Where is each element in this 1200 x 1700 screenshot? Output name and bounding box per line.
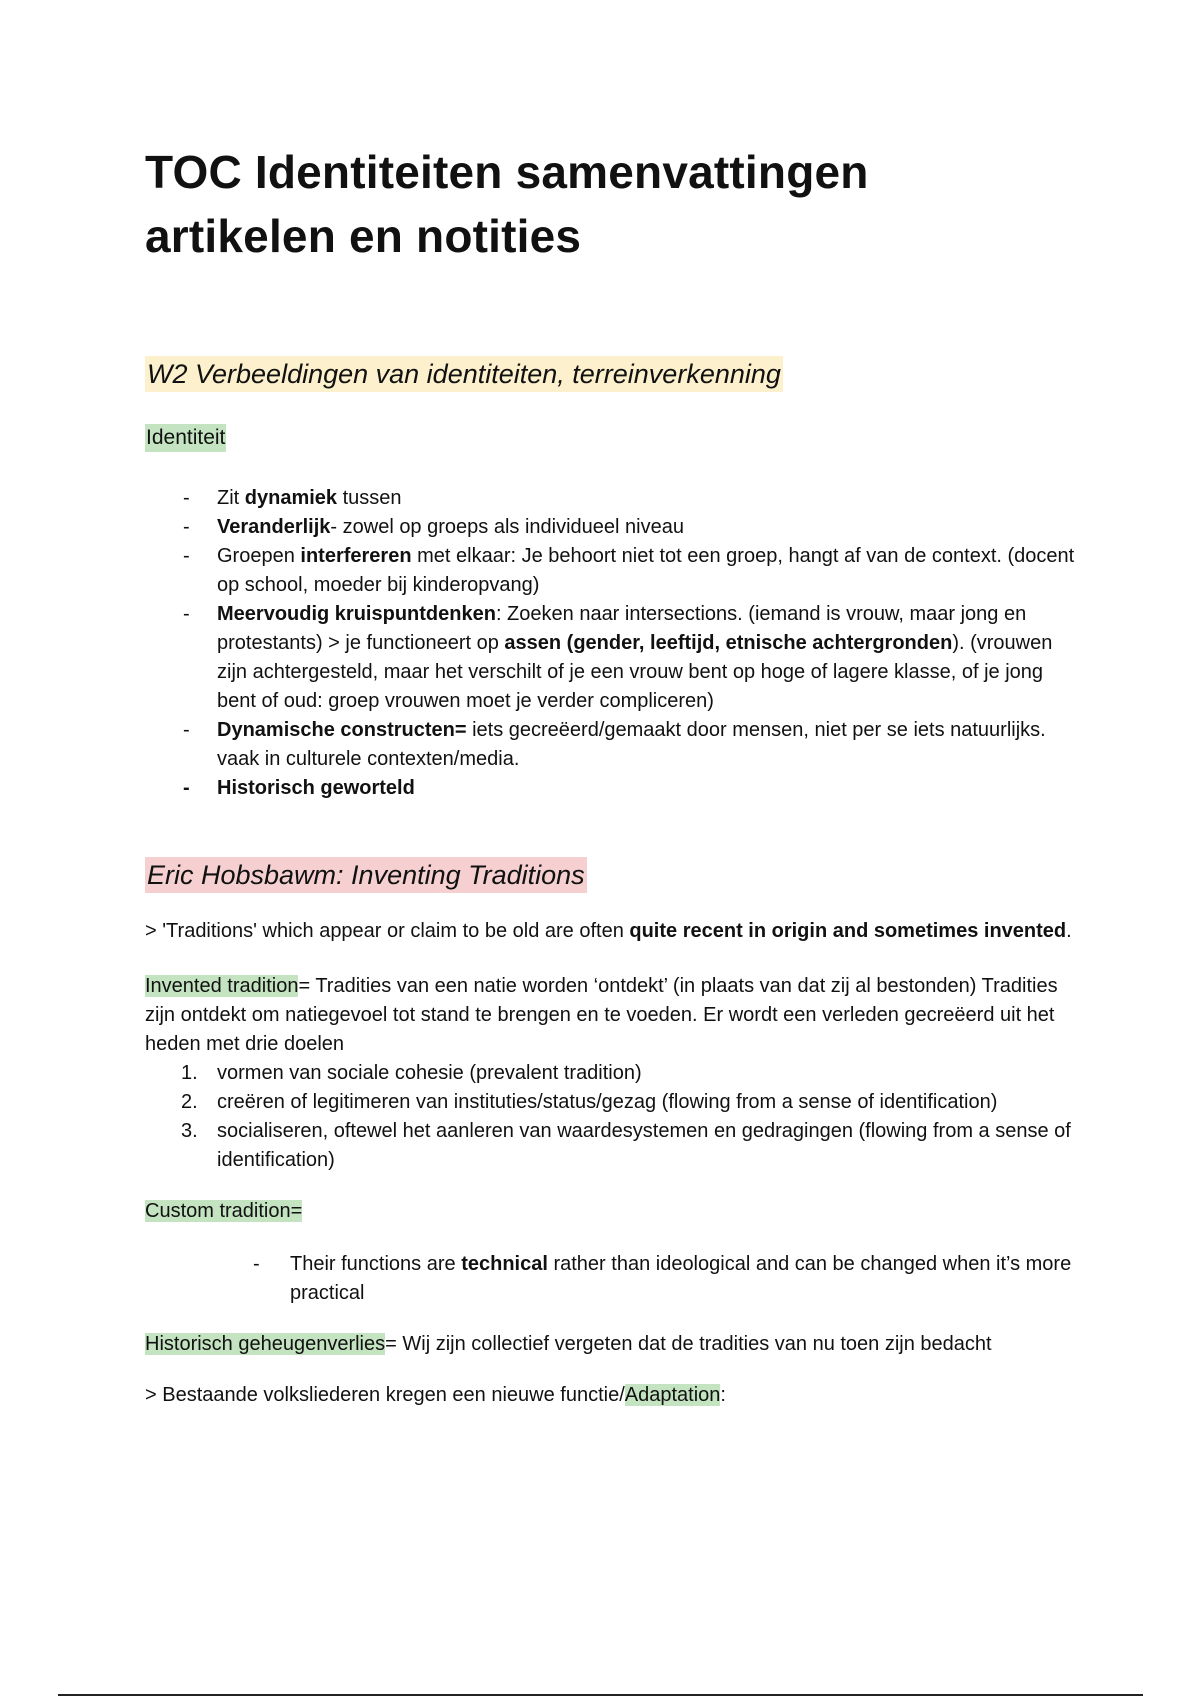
document-page [145,140,1075,1410]
term-adaptation: Adaptation [624,1384,721,1406]
list-item: - Zit dynamiek tussen [145,484,1075,513]
bottom-divider [58,1694,1143,1696]
term-custom-tradition: Custom tradition= [145,1200,303,1222]
list-item: 3. socialiseren, oftewel het aanleren van waardesystemen en gedragingen (flowing from a sense of identification) [181,1120,1071,1171]
invented-tradition-paragraph: Invented tradition= Tradities van een natie worden ‘ontdekt’ (in plaats van dat zij al bestonden) Tradities zijn ontdekt om natiegevoel tot stand te brengen en te voeden. Er wordt een verleden gecreëerd uit het heden met drie doelen [145,975,1058,1055]
term-historisch-geheugenverlies: Historisch geheugenverlies [145,1333,386,1355]
list-item: - Dynamische constructen= iets gecreëerd/gemaakt door mensen, niet per se iets natuurlijks. vaak in culturele contexten/media. [145,716,1075,774]
custom-tradition-list [145,1250,1075,1308]
goals-list [145,1059,1075,1175]
quote-paragraph: > 'Traditions' which appear or claim to be old are often quite recent in origin and sometimes invented. [145,920,1072,942]
list-item: - Veranderlijk- zowel op groeps als individueel niveau [145,513,1075,542]
list-item: 2. creëren of legitimeren van instituties/status/gezag (flowing from a sense of identification) [181,1091,998,1113]
adaptation-paragraph: > Bestaande volksliederen kregen een nieuwe functie/Adaptation: [145,1384,726,1406]
list-item: 1. vormen van sociale cohesie (prevalent tradition) [181,1062,642,1084]
section-heading-hobsbawm: Eric Hobsbawm: Inventing Traditions [145,857,587,893]
list-item: - Their functions are technical rather than ideological and can be changed when it’s more practical [145,1250,1075,1308]
title-block [145,140,965,268]
subheading-identiteit: Identiteit [145,424,226,452]
custom-tradition-paragraph [145,1197,1075,1226]
identity-list [145,484,1075,803]
list-item: - Groepen interfereren met elkaar: Je behoort niet tot een groep, hangt af van de context. (docent op school, moeder bij kinderopvang) [145,542,1075,600]
term-invented-tradition: Invented tradition [145,975,299,997]
list-item: - Historisch geworteld [145,774,1075,803]
section-heading-w2: W2 Verbeeldingen van identiteiten, terreinverkenning [145,356,783,392]
list-item: - Meervoudig kruispuntdenken: Zoeken naar intersections. (iemand is vrouw, maar jong en protestants) > je functioneert op assen (gender, leeftijd, etnische achtergronden). (vrouwen zijn achtergesteld, maar het verschilt of je een vrouw bent op hoge of lagere klasse, of je jong bent of oud: groep vrouwen moet je verder compliceren) [145,600,1075,716]
document-title: TOC Identiteiten samenvattingen artikelen en notities [145,146,869,262]
memory-loss-paragraph: Historisch geheugenverlies= Wij zijn collectief vergeten dat de tradities van nu toen zijn bedacht [145,1333,992,1355]
